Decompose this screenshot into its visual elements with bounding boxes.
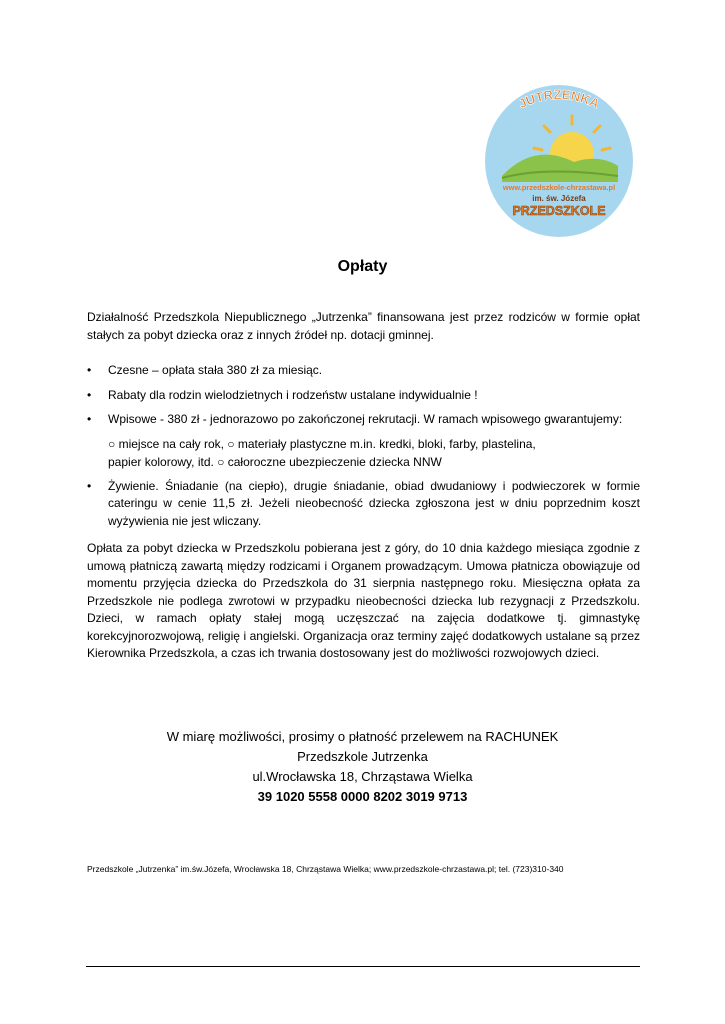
logo-bottom-text: PRZEDSZKOLE bbox=[512, 204, 606, 218]
list-item bbox=[87, 478, 640, 531]
kindergarten-logo bbox=[484, 84, 634, 238]
entry-fee-includes-line: papier kolorowy, itd. ○ całoroczne ubezpieczenie dziecka NNW bbox=[108, 454, 442, 469]
recipient-address: ul.Wrocławska 18, Chrząstawa Wielka bbox=[252, 769, 473, 784]
list-item-text: Żywienie. Śniadanie (na ciepło), drugie śniadanie, obiad dwudaniowy i podwieczorek w formie cateringu w cenie 11,5 zł. Jeżeli nieobecność dziecka zgłoszona jest w dniu poprzednim koszt wyżywienia nie jest wliczany. bbox=[108, 478, 640, 528]
page-title: Opłaty bbox=[337, 258, 388, 275]
bank-account-number: 39 1020 5558 0000 8202 3019 9713 bbox=[257, 789, 468, 804]
intro-paragraph: Działalność Przedszkola Niepublicznego „Jutrzenka” finansowana jest przez rodziców w formie opłat stałych za pobyt dziecka oraz z innych źródeł np. dotacji gminnej. bbox=[87, 310, 640, 342]
logo-url-text: www.przedszkole-chrzastawa.pl bbox=[502, 183, 616, 192]
list-item-text: Czesne – opłata stała 380 zł za miesiąc. bbox=[108, 363, 323, 377]
entry-fee-includes bbox=[108, 435, 640, 471]
bullet-icon: • bbox=[87, 412, 92, 426]
entry-fee-includes-line: ○ miejsce na cały rok, ○ materiały plastyczne m.in. kredki, bloki, farby, plastelina, bbox=[108, 436, 536, 451]
footer-contact: Przedszkole „Jutrzenka” im.św.Józefa, Wrocławska 18, Chrząstawa Wielka; www.przedszkole-chrzastawa.pl; tel. (723)310-340 bbox=[87, 864, 564, 874]
payment-terms-paragraph: Opłata za pobyt dziecka w Przedszkolu pobierana jest z góry, do 10 dnia każdego miesiąca zgodnie z umową płatniczą zawartą między rodzicami i Organem prowadzącym. Umowa płatnicza obowiązuje od momentu przyjęcia dziecka do Przedszkola do 31 sierpnia następnego roku. Miesięczna opłata za Przedszkole nie podlega zwrotowi w przypadku nieobecności dziecka lub rezygnacji z Przedszkolu. Dzieci, w ramach opłaty stałej mogą uczęszczać na zajęcia dodatkowe tj. gimnastykę korekcyjnorozwojową, religię i angielski. Organizacja oraz terminy zajęć dodatkowych ustalane są przez Kierownika Przedszkola, a czas ich trwania dostosowany jest do możliwości rozwojowych dzieci. bbox=[87, 541, 640, 660]
logo-graphic bbox=[484, 84, 634, 238]
logo-patron-text: im. św. Józefa bbox=[532, 194, 586, 203]
list-item-text: Wpisowe - 380 zł - jednorazowo po zakończonej rekrutacji. W ramach wpisowego gwarantujemy: bbox=[108, 412, 623, 426]
list-item bbox=[87, 411, 640, 471]
list-item-text: Rabaty dla rodzin wielodzietnych i rodzeństw ustalane indywidualnie ! bbox=[108, 387, 478, 402]
recipient-name: Przedszkole Jutrzenka bbox=[297, 749, 428, 764]
bullet-icon: • bbox=[87, 363, 92, 377]
transfer-request-text: W miarę możliwości, prosimy o płatność przelewem na RACHUNEK bbox=[166, 729, 559, 744]
logo-top-text: JUTRZENKA bbox=[516, 86, 602, 112]
bank-transfer-info bbox=[0, 727, 725, 807]
fees-list bbox=[87, 362, 640, 537]
list-item bbox=[87, 362, 640, 380]
bullet-icon: • bbox=[87, 478, 92, 493]
footer-divider bbox=[86, 966, 640, 967]
bullet-icon: • bbox=[87, 387, 92, 402]
list-item bbox=[87, 387, 640, 405]
